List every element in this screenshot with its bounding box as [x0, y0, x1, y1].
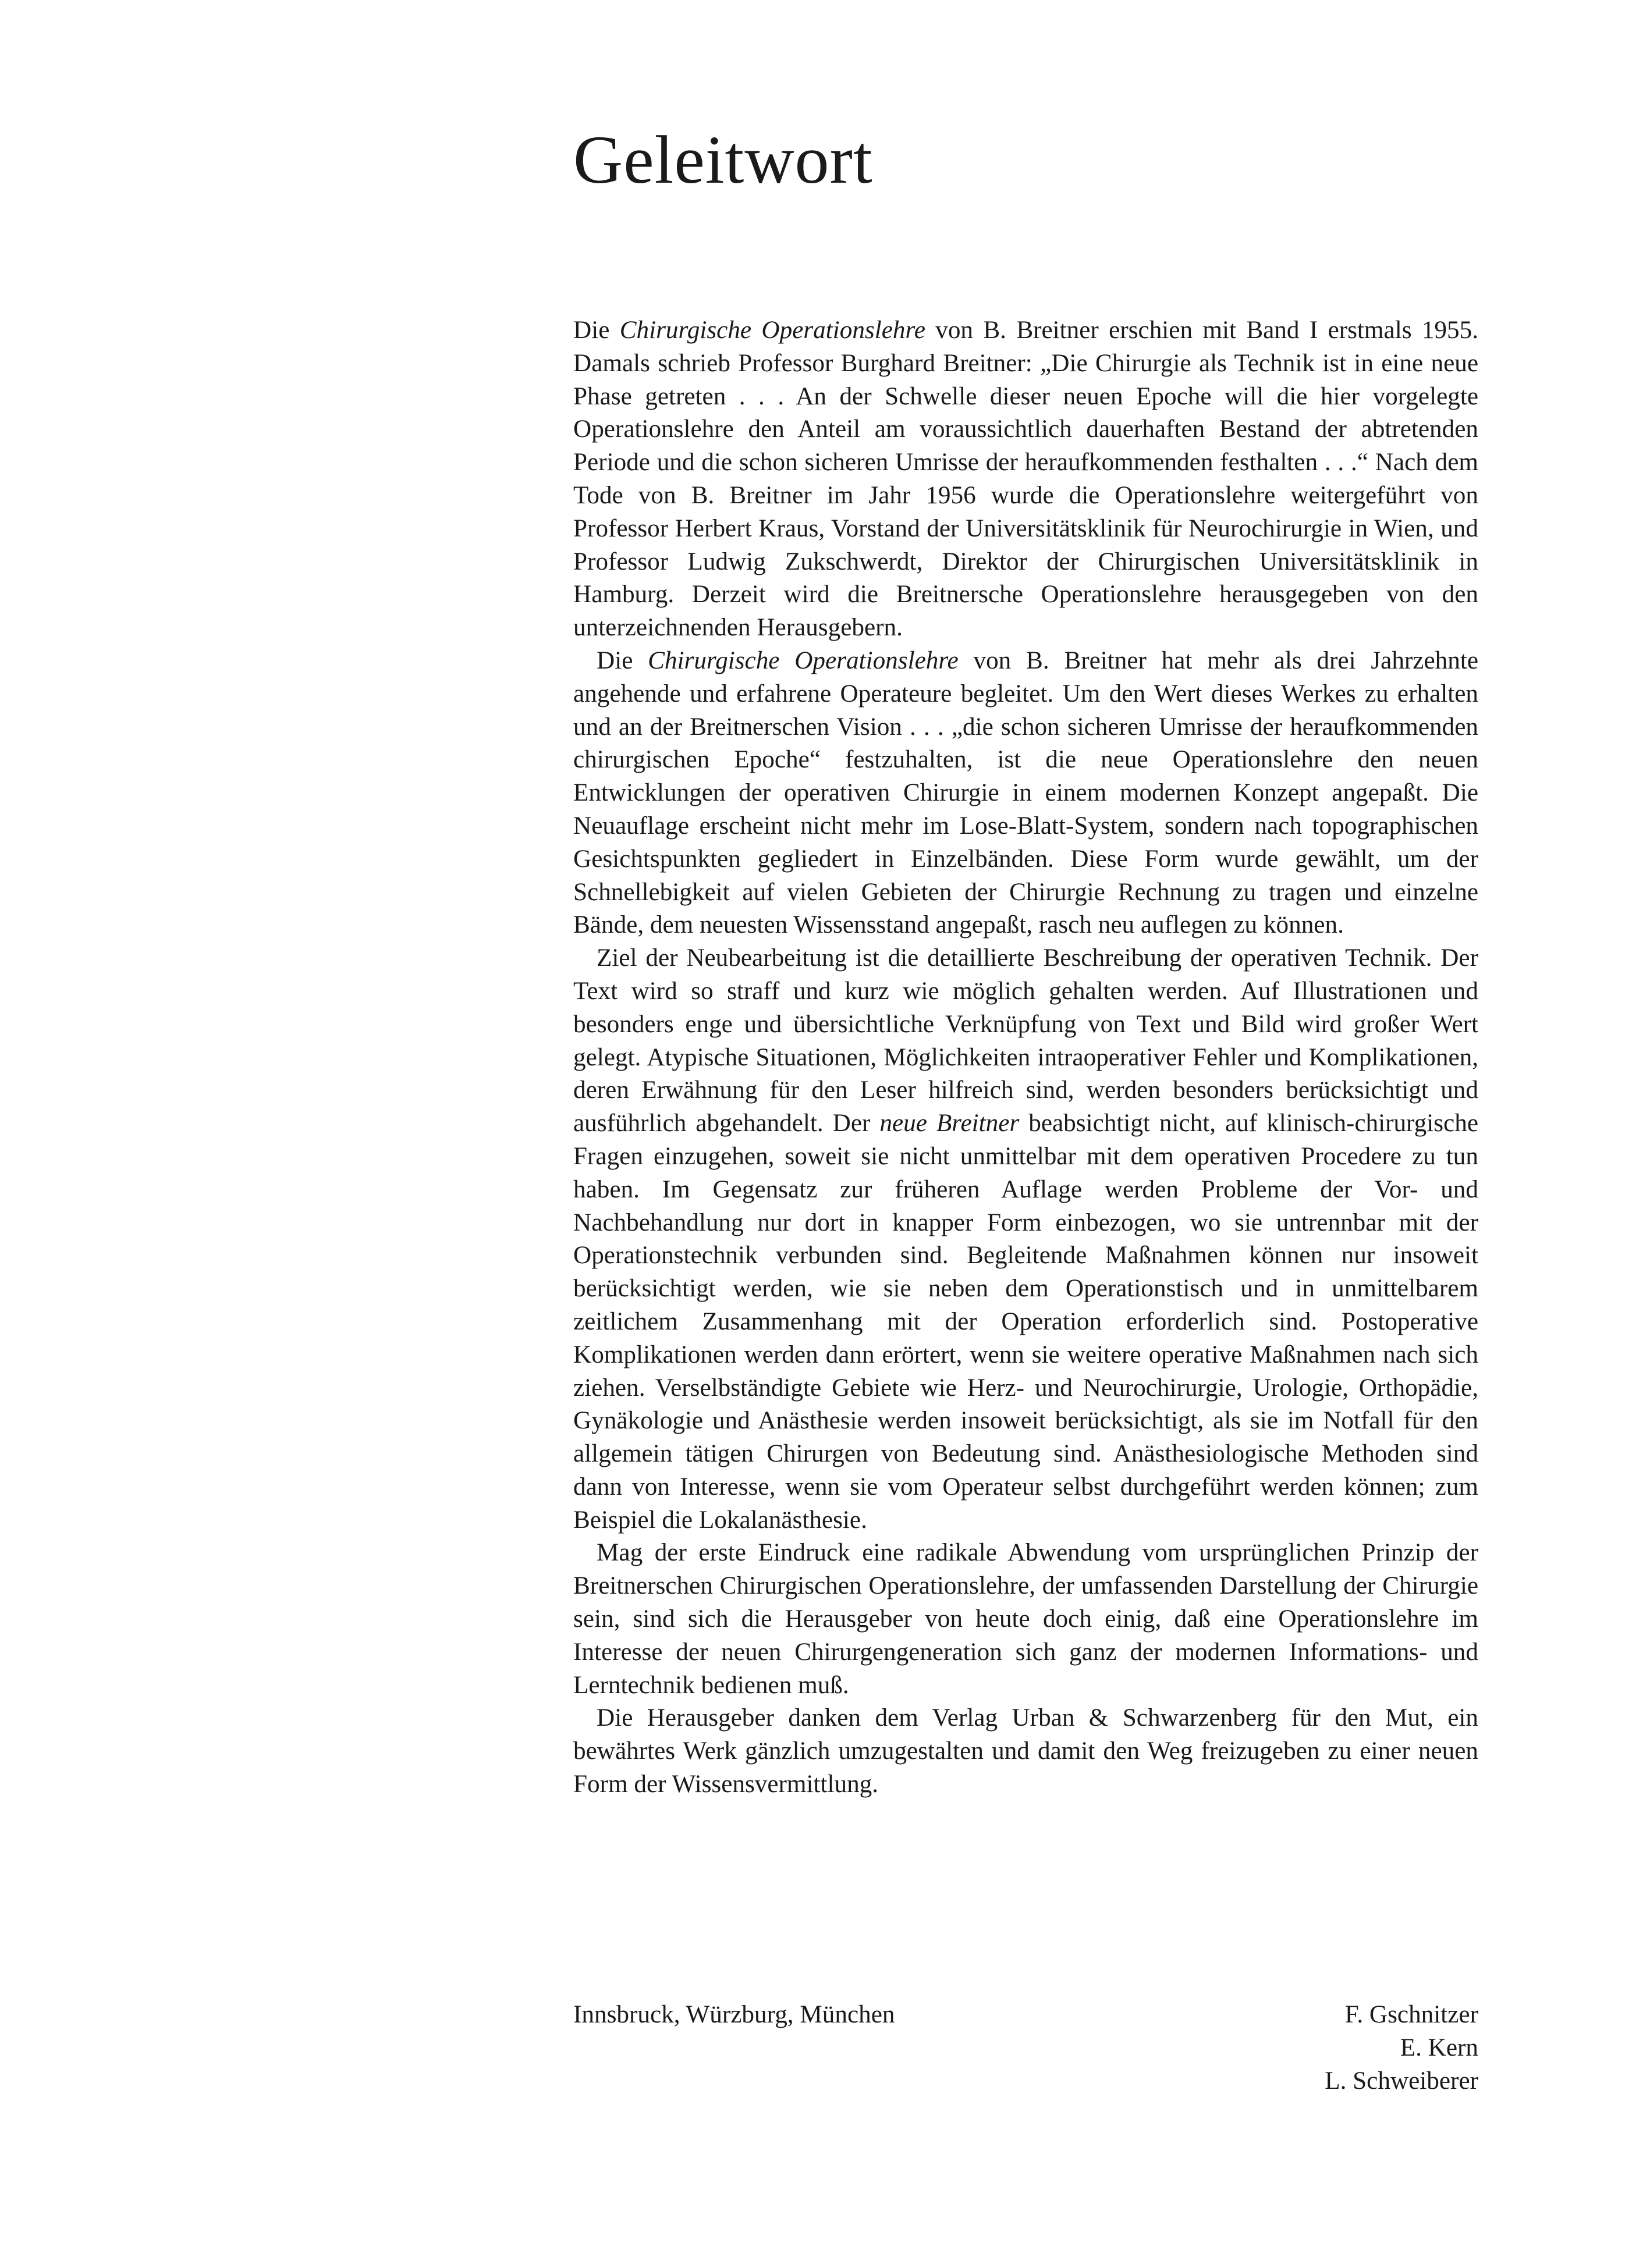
text-run: von B. Breitner erschien mit Band I erstmals 1955. Damals schrieb Professor Burghard Breitner: „Die Chirurgie als Technik ist in eine neue Phase getreten . . . An der Schwelle dieser neuen Epoche will die hier vorgelegte Operationslehre den Anteil am voraussichtlich dauerhaften Bestand der abtretenden Periode und die schon sicheren Umrisse der heraufkommenden festhalten . . .“ Nach dem Tode von B. Breitner im Jahr 1956 wurde die Operationslehre weitergeführt von Professor Herbert Kraus, Vorstand der Universitätsklinik für Neurochirurgie in Wien, und Professor Ludwig Zukschwerdt, Direktor der Chirurgischen Universitätsklinik in Hamburg. Derzeit wird die Breitnersche Operationslehre herausgegeben von den unterzeichnenden Herausgebern.	[573, 317, 1479, 642]
paragraph	[573, 1537, 1478, 1702]
signatory-name: F. Gschnitzer	[1344, 2001, 1478, 2028]
text-run: Die Herausgeber danken dem Verlag Urban & Schwarzenberg für den Mut, ein bewährtes Werk gänzlich umzugestalten und damit den Weg freizugeben zu einer neuen Form der Wissensvermittlung.	[573, 1704, 1478, 1798]
signatory-name: L. Schweiberer	[1325, 2067, 1478, 2095]
text-run: Die	[597, 646, 648, 674]
signatory-list	[1325, 1999, 1478, 2098]
foreword-body	[573, 314, 1478, 1801]
italic-title-run: neue Breitner	[879, 1110, 1020, 1137]
paragraph	[573, 942, 1478, 1537]
italic-title-run: Chirurgische Operationslehre	[648, 646, 959, 674]
italic-title-run: Chirurgische Operationslehre	[619, 317, 925, 344]
text-run: Mag der erste Eindruck eine radikale Abwendung vom ursprünglichen Prinzip der Breitnerschen Chirurgischen Operationslehre, der umfassenden Darstellung der Chirurgie sein, sind sich die Herausgeber von heute doch einig, daß eine Operationslehre im Interesse der neuen Chirurgengeneration sich ganz der modernen Informations- und Lerntechnik bedienen muß.	[573, 1539, 1478, 1699]
text-run: beabsichtigt nicht, auf klinisch-chirurgische Fragen einzugehen, soweit sie nicht unmittelbar mit dem operativen Procedere zu tun haben. Im Gegensatz zur früheren Auflage werden Probleme der Vor- und Nachbehandlung nur dort in knapper Form einbezogen, wo sie untrennbar mit der Operationstechnik verbunden sind. Begleitende Maßnahmen können nur insoweit berücksichtigt werden, wie sie neben dem Operationstisch und in unmittelbarem zeitlichem Zusammenhang mit der Operation erforderlich sind. Postoperative Komplikationen werden dann erörtert, wenn sie weitere operative Maßnahmen nach sich ziehen. Verselbständigte Gebiete wie Herz- und Neurochirurgie, Urologie, Orthopädie, Gynäkologie und Anästhesie werden insoweit berücksichtigt, als sie im Notfall für den allgemein tätigen Chirurgen von Bedeutung sind. Anästhesiologische Methoden sind dann von Interesse, wenn sie vom Operateur selbst durchgeführt werden können; zum Beispiel die Lokalanästhesie.	[573, 1110, 1478, 1534]
paragraph	[573, 1702, 1478, 1801]
paragraph	[573, 645, 1478, 942]
page-title: Geleitwort	[573, 122, 873, 198]
text-run: Ziel der Neubearbeitung ist die detaillierte Beschreibung der operativen Technik. Der Text wird so straff und kurz wie möglich gehalten werden. Auf Illustrationen und besonders enge und übersichtliche Verknüpfung von Text und Bild wird großer Wert gelegt. Atypische Situationen, Möglichkeiten intraoperativer Fehler und Komplikationen, deren Erwähnung für den Leser hilfreich sind, werden besonders berücksichtigt und ausführlich abgehandelt. Der	[573, 944, 1478, 1137]
paragraph	[573, 314, 1478, 645]
text-run: Die	[573, 317, 620, 344]
text-run: von B. Breitner hat mehr als drei Jahrzehnte angehende und erfahrene Operateure begleitet. Um den Wert dieses Werkes zu erhalten und an der Breitnerschen Vision . . . „die schon sicheren Umrisse der heraufkommenden chirurgischen Epoche“ festzuhalten, ist die neue Operationslehre den neuen Entwicklungen der operativen Chirurgie in einem modernen Konzept angepaßt. Die Neuauflage erscheint nicht mehr im Lose-Blatt-System, sondern nach topographischen Gesichtspunkten gegliedert in Einzelbänden. Diese Form wurde gewählt, um der Schnellebigkeit auf vielen Gebieten der Chirurgie Rechnung zu tragen und einzelne Bände, dem neuesten Wissensstand angepaßt, rasch neu auflegen zu können.	[573, 646, 1478, 939]
place-line: Innsbruck, Würzburg, München	[573, 2001, 895, 2028]
signatory-name: E. Kern	[1400, 2034, 1478, 2061]
